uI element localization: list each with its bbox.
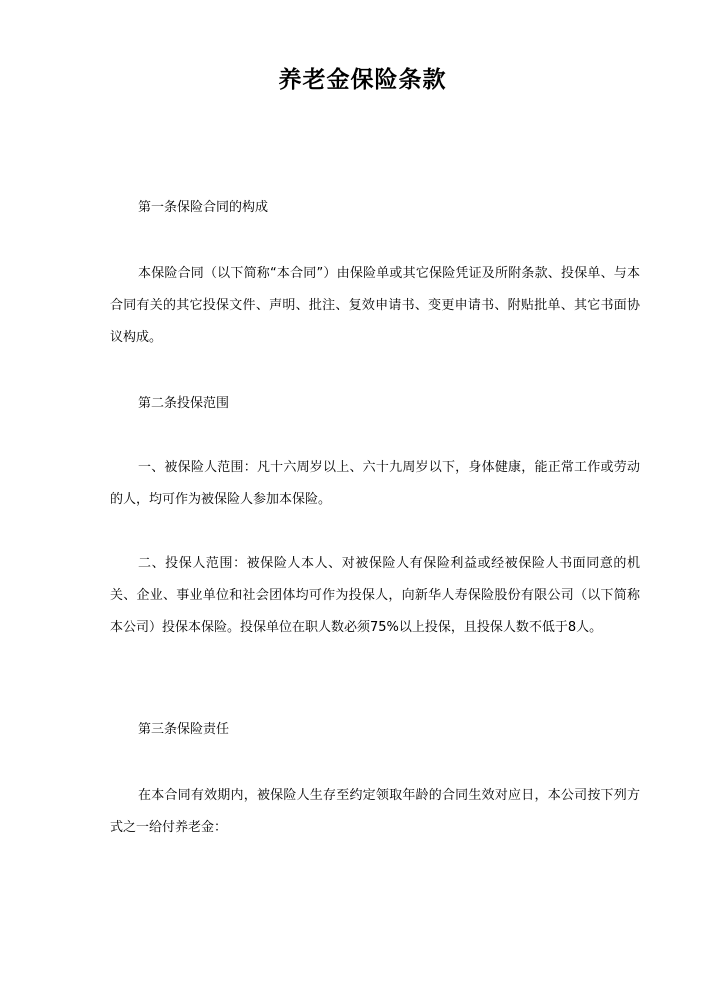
section-2-paragraph-2: 二、投保人范围：被保险人本人、对被保险人有保险利益或经被保险人书面同意的机关、企业、事业单位和社会团体均可作为投保人，向新华人寿保险股份有限公司（以下简称本公司）投保本保险。投保单位在职人数必须75%以上投保，且投保人数不低于8人。	[110, 556, 640, 635]
section-3-paragraph-1: 在本合同有效期内，被保险人生存至约定领取年龄的合同生效对应日，本公司按下列方式之一给付养老金：	[110, 788, 640, 835]
document-title: 养老金保险条款	[278, 66, 447, 93]
section-heading-1: 第一条保险合同的构成	[138, 200, 269, 215]
section-heading-2: 第二条投保范围	[138, 396, 230, 411]
section-1-paragraph-1: 本保险合同（以下简称“本合同”）由保险单或其它保险凭证及所附条款、投保单、与本合同有关的其它投保文件、声明、批注、复效申请书、变更申请书、附贴批单、其它书面协议构成。	[110, 266, 640, 345]
section-2-paragraph-1: 一、被保险人范围：凡十六周岁以上、六十九周岁以下，身体健康，能正常工作或劳动的人，均可作为被保险人参加本保险。	[110, 460, 640, 507]
section-heading-3: 第三条保险责任	[138, 722, 230, 737]
